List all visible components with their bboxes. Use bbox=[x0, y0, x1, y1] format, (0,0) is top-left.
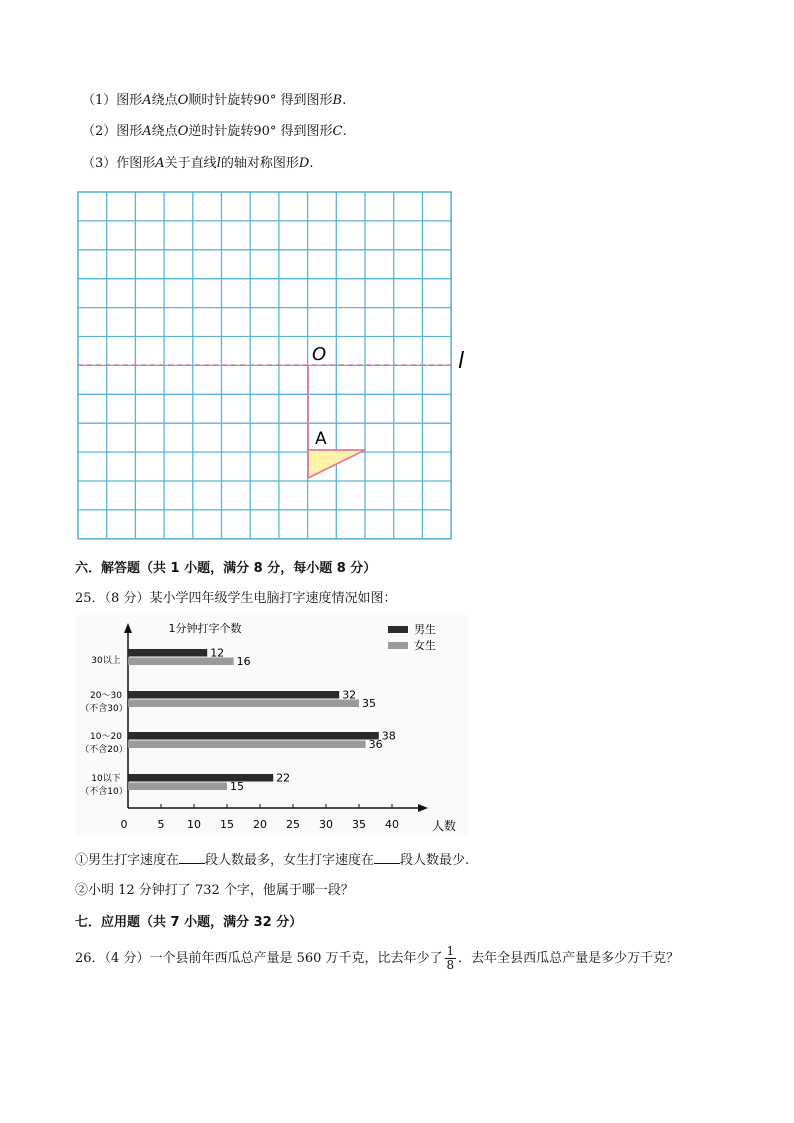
task-text: 顺时针旋转90° 得到图形 bbox=[188, 93, 333, 108]
legend-swatch bbox=[388, 642, 408, 649]
typing-speed-bar-chart bbox=[0, 615, 794, 835]
task-text: . bbox=[342, 93, 347, 108]
point-label-o: O bbox=[312, 344, 327, 365]
task-text: 逆时针旋转90° 得到图形 bbox=[188, 124, 333, 139]
q26-text: ．去年全县西瓜总产量是多少万千克？ bbox=[458, 951, 680, 966]
q25-sub1 bbox=[75, 850, 469, 870]
line-label-l: l bbox=[458, 349, 465, 374]
bar-value-label: 16 bbox=[236, 655, 251, 668]
bar-value-label: 35 bbox=[362, 697, 376, 710]
chart-background bbox=[76, 615, 468, 835]
category-sublabel: （不含30） bbox=[80, 704, 128, 714]
x-tick-label: 20 bbox=[253, 818, 267, 831]
bar-boys bbox=[128, 774, 273, 782]
bar-boys bbox=[128, 732, 379, 740]
q26 bbox=[75, 944, 679, 974]
fraction bbox=[445, 945, 457, 972]
bar-girls bbox=[128, 700, 359, 708]
q25-sub1-text: 段人数最多，女生打字速度在 bbox=[205, 853, 375, 868]
line-ref: l bbox=[216, 156, 221, 171]
answer-blank[interactable] bbox=[374, 850, 400, 864]
task-text: （3）作图形 bbox=[82, 156, 156, 171]
grid-figure bbox=[0, 180, 794, 550]
x-tick-label: 35 bbox=[352, 818, 366, 831]
bar-boys bbox=[128, 691, 339, 699]
x-tick-label: 40 bbox=[385, 818, 399, 831]
task-line-2 bbox=[82, 123, 347, 141]
x-tick-label: 25 bbox=[286, 818, 300, 831]
task-line-1 bbox=[82, 92, 346, 110]
category-label: 10～20 bbox=[90, 732, 122, 742]
x-tick-label: 30 bbox=[319, 818, 333, 831]
fraction-numerator: 1 bbox=[446, 944, 455, 958]
bar-value-label: 36 bbox=[368, 738, 383, 751]
category-label: 10以下 bbox=[91, 774, 121, 784]
target-ref: C bbox=[332, 124, 343, 139]
answer-blank[interactable] bbox=[179, 850, 205, 864]
task-text: . bbox=[309, 156, 314, 171]
section-7-title: 七．应用题（共 7 小题，满分 32 分） bbox=[75, 915, 303, 930]
category-label: 20～30 bbox=[90, 691, 122, 701]
x-tick-label: 10 bbox=[187, 818, 201, 831]
fraction-denominator: 8 bbox=[446, 958, 455, 972]
bar-value-label: 15 bbox=[230, 780, 244, 793]
task-text: 绕点 bbox=[151, 93, 178, 108]
bar-girls bbox=[128, 783, 227, 791]
chart-title: 1分钟打字个数 bbox=[168, 622, 242, 635]
task-line-3 bbox=[82, 155, 313, 173]
bar-girls bbox=[128, 741, 366, 749]
legend-label: 男生 bbox=[414, 623, 436, 636]
shape-label-a: A bbox=[315, 429, 327, 449]
category-sublabel: （不含20） bbox=[80, 745, 128, 755]
bar-boys bbox=[128, 649, 207, 657]
task-text: （2）图形 bbox=[82, 124, 143, 139]
bar-value-label: 38 bbox=[381, 729, 396, 743]
shape-ref: A bbox=[142, 93, 152, 108]
x-tick-label: 15 bbox=[220, 818, 234, 831]
category-sublabel: （不含10） bbox=[80, 787, 128, 797]
x-tick-label: 5 bbox=[157, 818, 165, 831]
q25-sub1-text: ①男生打字速度在 bbox=[75, 853, 180, 868]
target-ref: D bbox=[298, 156, 310, 171]
category-label: 30以上 bbox=[91, 656, 121, 666]
q25-sub1-text: 段人数最少. bbox=[400, 853, 470, 868]
legend-label: 女生 bbox=[414, 639, 436, 652]
section-6-title: 六．解答题（共 1 小题，满分 8 分，每小题 8 分） bbox=[75, 561, 377, 576]
shape-ref: A bbox=[155, 156, 165, 171]
legend-swatch bbox=[388, 626, 408, 633]
target-ref: B bbox=[332, 93, 343, 108]
task-text: 绕点 bbox=[151, 124, 178, 139]
point-ref: O bbox=[177, 124, 189, 139]
q25-sub2: ②小明 12 分钟打了 732 个字，他属于哪一段？ bbox=[75, 883, 354, 898]
task-text: 关于直线 bbox=[164, 156, 217, 171]
q26-text: 26．（4 分）一个县前年西瓜总产量是 560 万千克，比去年少了 bbox=[75, 951, 443, 966]
shape-ref: A bbox=[142, 124, 152, 139]
task-text: （1）图形 bbox=[82, 93, 143, 108]
point-ref: O bbox=[177, 93, 189, 108]
bar-value-label: 22 bbox=[276, 771, 291, 785]
bar-value-label: 12 bbox=[210, 646, 225, 660]
x-tick-label: 0 bbox=[120, 818, 128, 831]
task-text: 的轴对称图形 bbox=[220, 156, 299, 171]
x-axis-label: 人数 bbox=[431, 819, 457, 833]
q25-stem: 25．（8 分）某小学四年级学生电脑打字速度情况如图： bbox=[75, 591, 397, 606]
task-text: . bbox=[342, 124, 347, 139]
bar-value-label: 32 bbox=[342, 688, 357, 702]
